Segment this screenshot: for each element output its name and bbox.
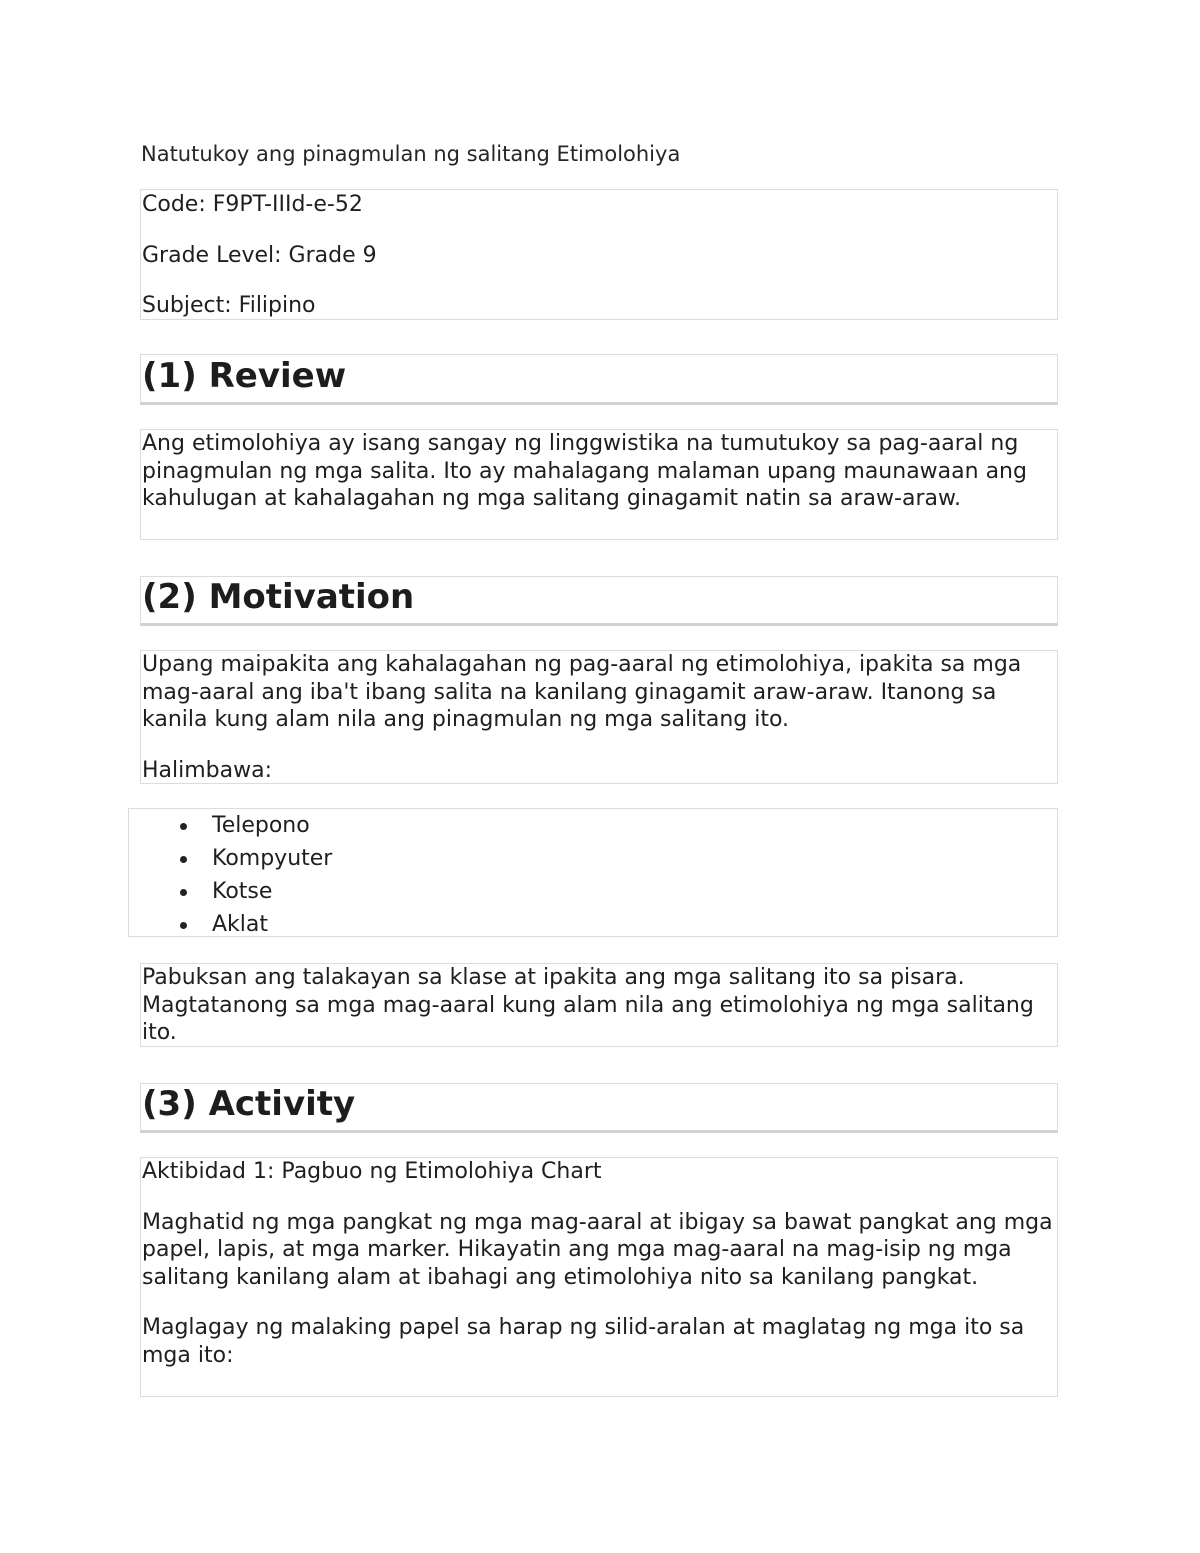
activity-content-box bbox=[140, 1157, 1058, 1397]
review-heading-box bbox=[140, 354, 1058, 405]
review-content-box bbox=[140, 429, 1058, 540]
grade-level: Grade Level: Grade 9 bbox=[142, 242, 377, 268]
motivation-heading-box bbox=[140, 576, 1058, 626]
activity-title: Aktibidad 1: Pagbuo ng Etimolohiya Chart bbox=[142, 1159, 602, 1184]
review-paragraph: Ang etimolohiya ay isang sangay ng linggwistika na tumutukoy sa pag-aaral ng pinagmulan ng mga salita. Ito ay mahalagang malaman upang maunawaan ang kahulugan at kahalagahan ng mga salitang ginagamit natin sa araw-araw. bbox=[142, 431, 1027, 511]
examples-list bbox=[129, 809, 1057, 941]
list-item: Aklat bbox=[212, 908, 1057, 941]
discussion-paragraph: Pabuksan ang talakayan sa klase at ipakita ang mga salitang ito sa pisara. Magtatanong sa mga mag-aaral kung alam nila ang etimolohiya ng mga salitang ito. bbox=[142, 965, 1034, 1045]
activity-paragraph-1: Maghatid ng mga pangkat ng mga mag-aaral at ibigay sa bawat pangkat ang mga papel, lapis, at mga marker. Hikayatin ang mga mag-aaral na mag-isip ng mga salitang kanilang alam at ibahagi ang etimolohiya nito sa kanilang pangkat. bbox=[142, 1209, 1053, 1290]
page-title: Natutukoy ang pinagmulan ng salitang Etimolohiya bbox=[141, 142, 681, 166]
activity-heading-box bbox=[140, 1083, 1058, 1133]
discussion-box bbox=[140, 963, 1058, 1047]
subject: Subject: Filipino bbox=[142, 293, 316, 318]
list-item: Kotse bbox=[212, 875, 1057, 908]
examples-list-box bbox=[128, 808, 1058, 937]
lesson-code: Code: F9PT-IIId-e-52 bbox=[142, 192, 363, 217]
motivation-paragraph: Upang maipakita ang kahalagahan ng pag-aaral ng etimolohiya, ipakita sa mga mag-aaral ang iba't ibang salita na kanilang ginagamit araw-araw. Itanong sa kanila kung alam nila ang pinagmulan ng mga salitang ito. bbox=[142, 652, 1022, 732]
lesson-info-box bbox=[140, 189, 1058, 320]
list-item: Kompyuter bbox=[212, 842, 1057, 875]
activity-heading: (3) Activity bbox=[142, 1084, 356, 1124]
motivation-content-box bbox=[140, 650, 1058, 784]
list-item: Telepono bbox=[212, 809, 1057, 842]
review-heading: (1) Review bbox=[142, 356, 347, 396]
examples-label: Halimbawa: bbox=[142, 757, 273, 783]
motivation-heading: (2) Motivation bbox=[142, 577, 415, 617]
activity-paragraph-2: Maglagay ng malaking papel sa harap ng silid-aralan at maglatag ng mga ito sa mga ito: bbox=[142, 1315, 1025, 1368]
